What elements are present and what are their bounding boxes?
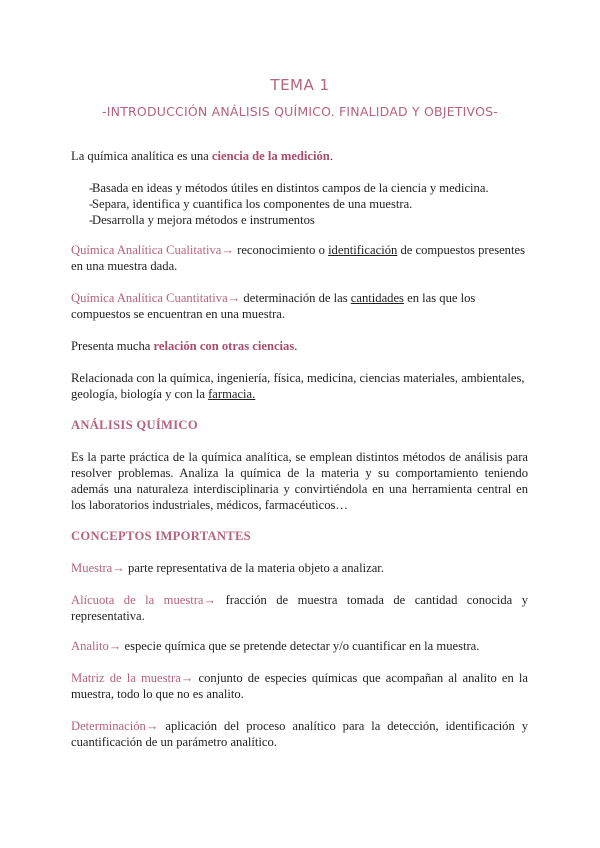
concept-term: Muestra→ — [71, 561, 125, 575]
cuantitativa-text: determinación de las — [240, 291, 351, 305]
list-item: - Basada en ideas y métodos útiles en distintos campos de la ciencia y medicina. — [71, 180, 531, 196]
concept-text: parte representativa de la materia objeto a analizar. — [124, 561, 384, 575]
relacion-highlight: relación con otras ciencias — [153, 339, 295, 353]
concept-text: conjunto de especies químicas que acompañan al analito en la muestra, todo lo que no es analito. — [71, 671, 528, 701]
concept-text: especie química que se pretende detectar y/o cuantificar en la muestra. — [121, 639, 480, 653]
page-subtitle: -INTRODUCCIÓN ANÁLISIS QUÍMICO. FINALIDAD Y OBJETIVOS- — [102, 104, 498, 119]
intro-end: . — [329, 149, 333, 163]
list-item: - Desarrolla y mejora métodos e instrumentos — [71, 212, 531, 228]
page-title: TEMA 1 — [270, 76, 330, 94]
cuantitativa-paragraph — [71, 290, 528, 322]
intro-highlight: ciencia de la medición — [211, 149, 330, 163]
cualitativa-underlined: identificación — [328, 243, 398, 257]
concept-term: Determinación→ — [71, 719, 159, 733]
intro-text: La química analítica es una — [71, 149, 212, 163]
relacion-text: Presenta mucha — [71, 339, 154, 353]
relacionada-paragraph — [71, 370, 528, 402]
list-item: - Separa, identifica y cuantifica los componentes de una muestra. — [71, 196, 531, 212]
cuantitativa-term: Química Analítica Cuantitativa→ — [71, 291, 241, 305]
cualitativa-text: reconocimiento o — [233, 243, 329, 257]
concept-text: fracción de muestra tomada de cantidad conocida y representativa. — [71, 593, 528, 623]
concept-item — [71, 560, 528, 576]
relacion-paragraph — [71, 338, 528, 354]
relacionada-underlined: farmacia. — [208, 387, 256, 401]
concept-text: aplicación del proceso analítico para la detección, identificación y cuantificación de un parámetro analítico. — [71, 719, 528, 749]
concept-item — [71, 670, 528, 702]
cualitativa-paragraph — [71, 242, 528, 274]
relacionada-text: Relacionada con la química, ingeniería, física, medicina, ciencias materiales, ambientales, geología, biología y con la — [71, 371, 525, 401]
concept-term: Alícuota de la muestra→ — [71, 593, 217, 607]
relacion-end: . — [294, 339, 298, 353]
intro-paragraph — [71, 148, 528, 164]
concept-item — [71, 718, 528, 750]
section-heading-analisis: ANÁLISIS QUÍMICO — [71, 418, 198, 432]
section-heading-conceptos: CONCEPTOS IMPORTANTES — [71, 529, 251, 543]
concept-term: Matriz de la muestra→ — [71, 671, 194, 685]
cualitativa-term: Química Analítica Cualitativa→ — [71, 243, 234, 257]
analisis-paragraph: Es la parte práctica de la química analítica, se emplean distintos métodos de análisis para resolver problemas. Analiza la química de la materia y su comportamiento teniendo además una naturaleza interdisciplinaria y convirtiéndola en una herramienta central en los laboratorios industriales, médicos, farmacéuticos… — [71, 450, 528, 512]
concept-item — [71, 638, 528, 654]
concept-term: Analito→ — [71, 639, 122, 653]
bullet-list — [71, 180, 531, 228]
cuantitativa-underlined: cantidades — [350, 291, 404, 305]
cuantitativa-end: en las que los compuestos se encuentran en una muestra. — [71, 291, 476, 321]
concept-item — [71, 592, 528, 624]
cualitativa-end: de compuestos presentes en una muestra dada. — [71, 243, 525, 273]
